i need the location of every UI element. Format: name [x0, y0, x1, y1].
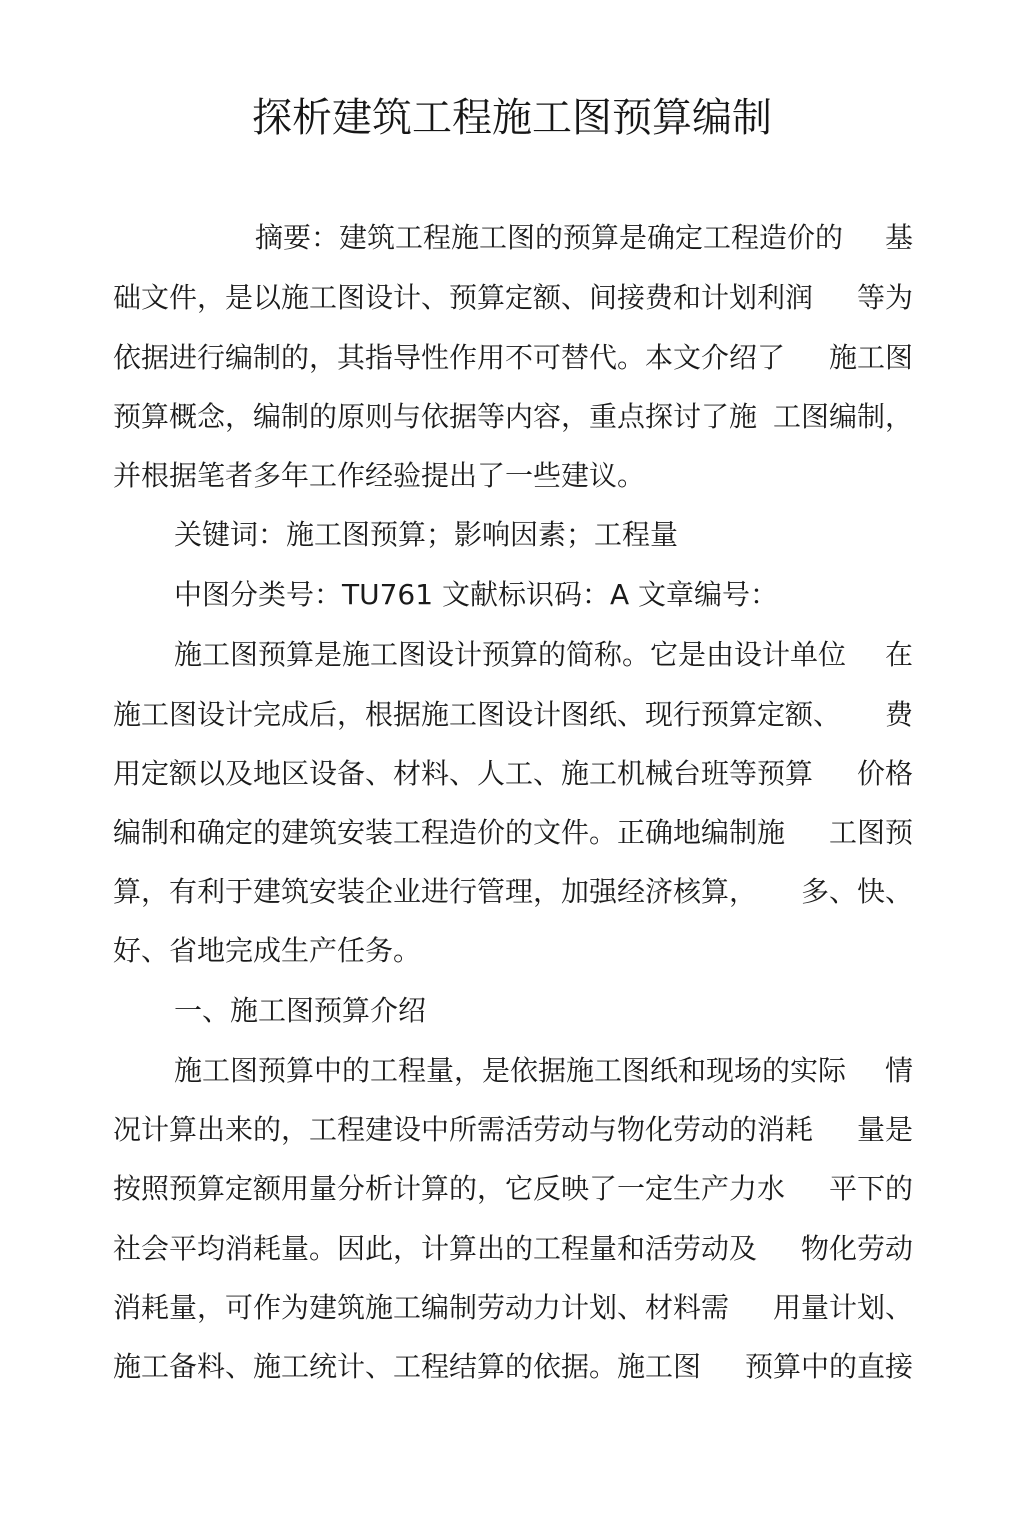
text-segment: 编制和确定的建筑安装工程造价的文件。正确地编制施 [113, 816, 786, 849]
text-segment: 工图编制， [772, 400, 913, 433]
text-segment: 础文件，是以施工图设计、预算定额、间接费和计划利润 [113, 281, 814, 314]
text-segment: 费 [884, 698, 913, 731]
text-segment: 好、省地完成生产任务。 [113, 934, 422, 967]
abstract-line [113, 278, 913, 318]
abstract-line [255, 218, 913, 258]
abstract-line [113, 397, 913, 437]
paragraph-line [113, 813, 913, 853]
text-segment: 平下的 [828, 1172, 913, 1205]
text-segment: 并根据笔者多年工作经验提出了一些建议。 [113, 459, 646, 492]
paragraph-line [113, 1347, 913, 1387]
text-segment: 物化劳动 [800, 1232, 913, 1265]
paragraph-line [113, 754, 913, 794]
text-segment: 价格 [856, 757, 913, 790]
keywords-line: 关键词：施工图预算；影响因素；工程量 [174, 518, 679, 551]
text-segment: 等为 [856, 281, 913, 314]
paragraph-line [113, 872, 913, 912]
paragraph-line [113, 695, 913, 735]
paragraph-line [113, 1169, 913, 1209]
text-segment: 施工图设计完成后，根据施工图设计图纸、现行预算定额、 [113, 698, 842, 731]
text-segment: 施工图预算是施工图设计预算的简称。它是由设计单位 [174, 638, 847, 671]
text-segment: 况计算出来的，工程建设中所需活劳动与物化劳动的消耗 [113, 1113, 814, 1146]
text-segment: 社会平均消耗量。因此，计算出的工程量和活劳动及 [113, 1232, 758, 1265]
text-segment: 摘要：建筑工程施工图的预算是确定工程造价的 [255, 221, 844, 254]
text-segment: 预算中的直接 [744, 1350, 913, 1383]
text-segment: 基 [884, 221, 913, 254]
document-title: 探析建筑工程施工图预算编制 [252, 95, 772, 141]
text-segment: 施工图 [828, 341, 913, 374]
abstract-line [113, 456, 645, 496]
paragraph-line [113, 1288, 913, 1328]
text-segment: 情 [884, 1054, 913, 1087]
text-segment: 预算概念，编制的原则与依据等内容，重点探讨了施 [113, 400, 758, 433]
abstract-line [113, 338, 913, 378]
text-segment: 用定额以及地区设备、材料、人工、施工机械台班等预算 [113, 757, 814, 790]
text-segment: 施工备料、施工统计、工程结算的依据。施工图 [113, 1350, 702, 1383]
paragraph-line [174, 635, 913, 675]
text-segment: 量是 [856, 1113, 913, 1146]
classification-line: 中图分类号：TU761 文献标识码：A 文章编号： [174, 578, 778, 611]
text-segment: 用量计划、 [772, 1291, 913, 1324]
text-segment: 多、快、 [800, 875, 913, 908]
text-segment: 在 [884, 638, 913, 671]
text-segment: 依据进行编制的，其指导性作用不可替代。本文介绍了 [113, 341, 786, 374]
paragraph-line [113, 1110, 913, 1150]
paragraph-line [174, 1051, 913, 1091]
text-segment: 工图预 [828, 816, 913, 849]
text-segment: 施工图预算中的工程量，是依据施工图纸和现场的实际 [174, 1054, 847, 1087]
text-segment: 按照预算定额用量分析计算的，它反映了一定生产力水 [113, 1172, 786, 1205]
paragraph-line [113, 1229, 913, 1269]
section-heading: 一、施工图预算介绍 [174, 994, 427, 1027]
text-segment: 算，有利于建筑安装企业进行管理，加强经济核算， [113, 875, 758, 908]
text-segment: 消耗量，可作为建筑施工编制劳动力计划、材料需 [113, 1291, 730, 1324]
paragraph-line [113, 931, 421, 971]
